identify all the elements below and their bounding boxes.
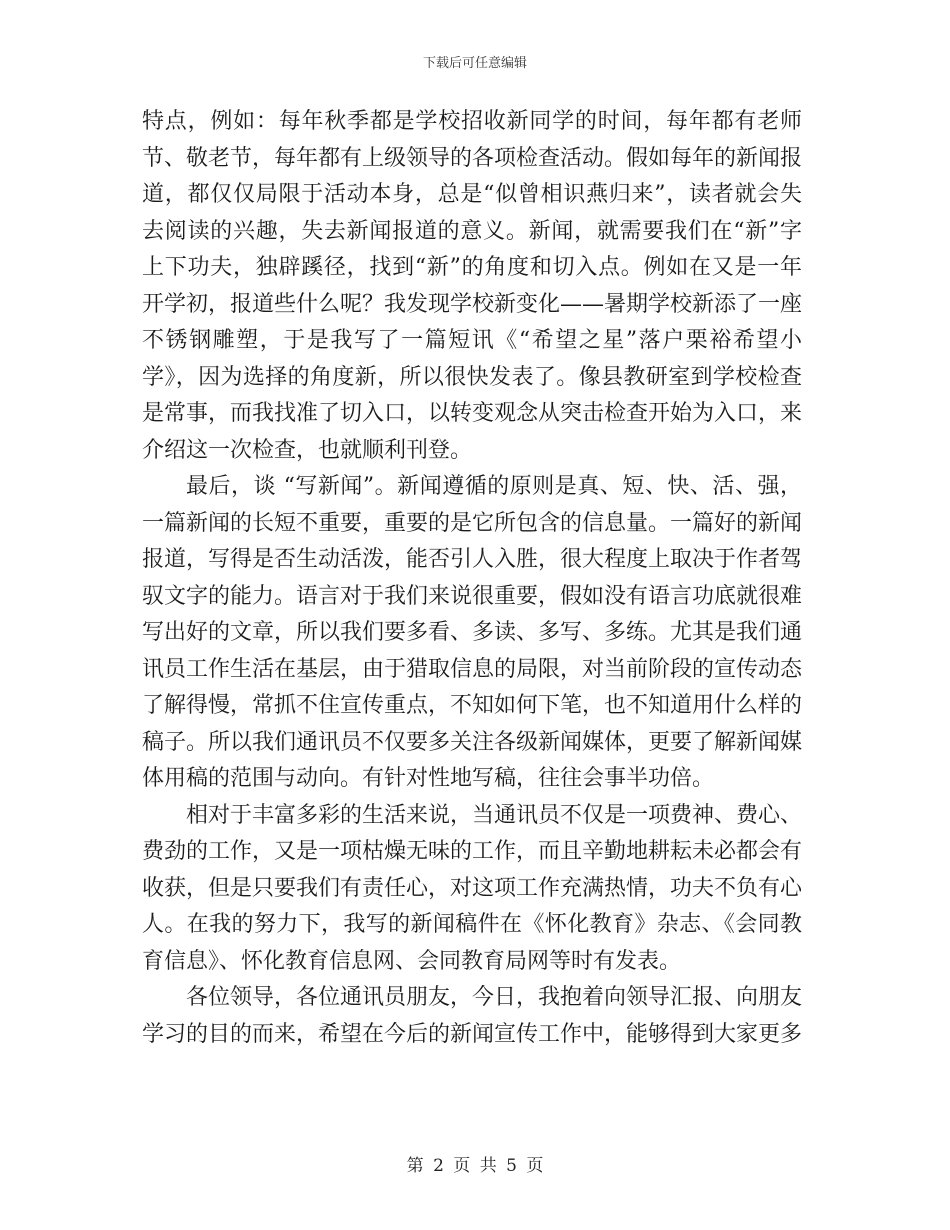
paragraph-4: 各位领导，各位通讯员朋友，今日，我抱着向领导汇报、向朋友学习的目的而来，希望在今后的新闻宣传工作中，能够得到大家更多: [142, 985, 803, 1047]
page-header: 下载后可任意编辑: [422, 56, 527, 71]
paragraph-3: 相对于丰富多彩的生活来说，当通讯员不仅是一项费神、费心、费劲的工作，又是一项枯燥无味的工作，而且辛勤地耕耘未必都会有收获，但是只要我们有责任心，对这项工作充满热情，功夫不负有心人。在我的努力下，我写的新闻稿件在《怀化教育》杂志、《会同教育信息》、怀化教育信息网、会同教育局网等时有发表。: [142, 802, 803, 974]
page-number: 第 2 页 共 5 页: [406, 1156, 544, 1176]
paragraph-2: 最后，谈 “写新闻”。新闻遵循的原则是真、短、快、活、强，一篇新闻的长短不重要，重要的是它所包含的信息量。一篇好的新闻报道，写得是否生动活泼，能否引人入胜，很大程度上取决于作者驾驭文字的能力。语言对于我们来说很重要，假如没有语言功底就很难写出好的文章，所以我们要多看、多读、多写、多练。尤其是我们通讯员工作生活在基层，由于猎取信息的局限，对当前阶段的宣传动态了解得慢，常抓不住宣传重点，不知如何下笔，也不知道用什么样的稿子。所以我们通讯员不仅要多关注各级新闻媒体，更要了解新闻媒体用稿的范围与动向。有针对性地写稿，往往会事半功倍。: [142, 474, 803, 791]
paragraph-1: 特点，例如：每年秋季都是学校招收新同学的时间，每年都有老师节、敬老节，每年都有上级领导的各项检查活动。假如每年的新闻报道，都仅仅局限于活动本身，总是“似曾相识燕归来”，读者就会失去阅读的兴趣，失去新闻报道的意义。新闻，就需要我们在“新”字上下功夫，独辟蹊径，找到“新”的角度和切入点。例如在又是一年开学初，报道些什么呢？我发现学校新变化——暑期学校新添了一座不锈钢雕塑，于是我写了一篇短讯《“希望之星”落户栗裕希望小学》，因为选择的角度新，所以很快发表了。像县教研室到学校检查是常事，而我找准了切入口，以转变观念从突击检查开始为入口，来介绍这一次检查，也就顺利刊登。: [142, 109, 803, 463]
document-body: [142, 104, 802, 1053]
